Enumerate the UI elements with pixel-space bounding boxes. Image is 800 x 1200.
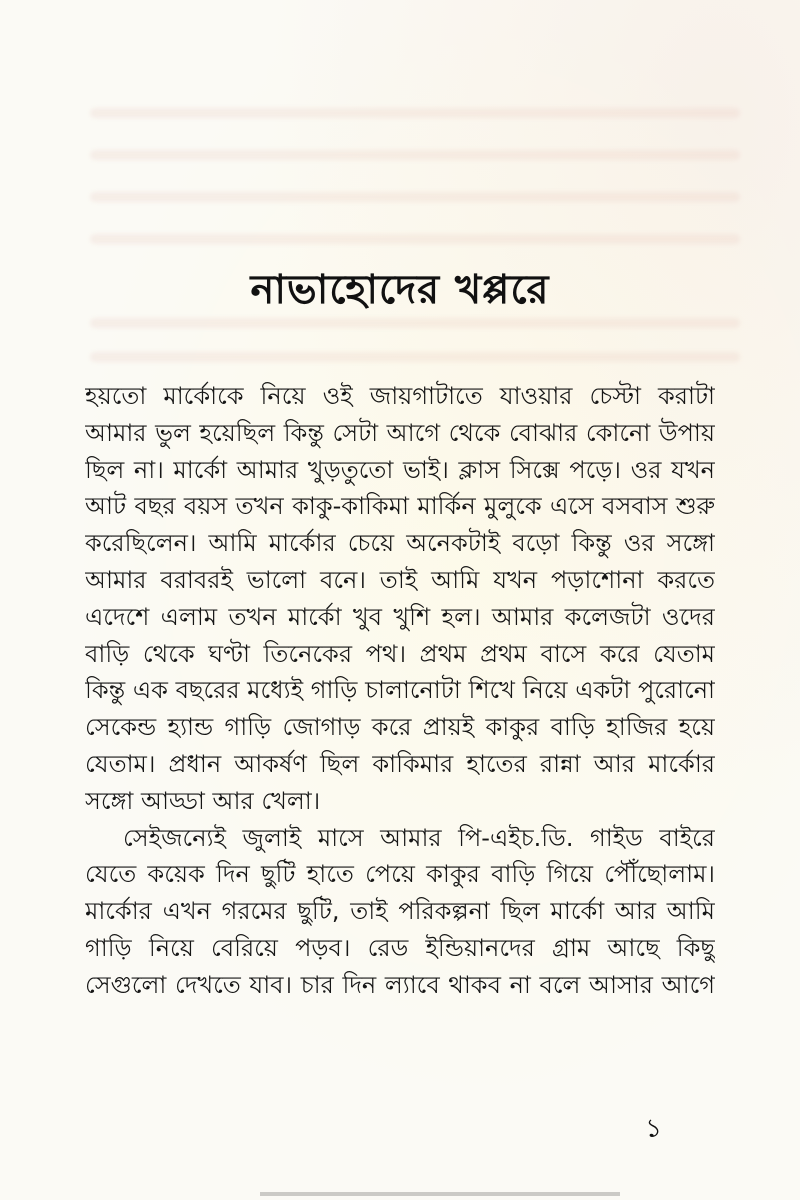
text-line: হয়তো মার্কোকে নিয়ে ওই জায়গাটাতে যাওয়ার চেস্টা করাটা	[85, 382, 715, 410]
show-through-line	[90, 352, 740, 362]
text-line: যেতে কয়েক দিন ছুটি হাতে পেয়ে কাকুর বাড়ি গিয়ে পৌঁছোলাম।	[85, 860, 715, 889]
text-line: কিন্তু এক বছরের মধ্যেই গাড়ি চালানোটা শিখে নিয়ে একটা পুরোনো	[85, 676, 715, 705]
show-through-line	[90, 108, 740, 118]
text-line: এদেশে এলাম তখন মার্কো খুব খুশি হল। আমার কলেজটা ওদের	[85, 602, 715, 631]
text-line: ছিল না। মার্কো আমার খুড়তুতো ভাই। ক্লাস সিক্সে পড়ে। ওর যখন	[85, 455, 715, 484]
text-line: মার্কোর এখন গরমের ছুটি, তাই পরিকল্পনা ছিল মার্কো আর আমি	[85, 897, 715, 926]
text-line: আমার বরাবরই ভালো বনে। তাই আমি যখন পড়াশোনা করতে	[85, 565, 715, 594]
scan-edge-mark	[260, 1192, 620, 1196]
text-line: যেতাম। প্রধান আকর্ষণ ছিল কাকিমার হাতের রান্না আর মার্কোর	[85, 749, 715, 778]
text-line: গাড়ি নিয়ে বেরিয়ে পড়ব। রেড ইন্ডিয়ানদের গ্রাম আছে কিছু	[85, 933, 715, 962]
show-through-line	[90, 150, 740, 160]
show-through-line	[90, 234, 740, 244]
text-line: সেকেন্ড হ্যান্ড গাড়ি জোগাড় করে প্রায়ই কাকুর বাড়ি হাজির হয়ে	[85, 713, 715, 742]
text-line: সেগুলো দেখতে যাব। চার দিন ল্যাবে থাকব না বলে আসার আগে	[85, 970, 715, 999]
text-line: আমার ভুল হয়েছিল কিন্তু সেটা আগে থেকে বোঝার কোনো উপায়	[85, 418, 715, 447]
show-through-line	[90, 192, 740, 202]
paragraph-start-line: সেইজন্যেই জুলাই মাসে আমার পি-এইচ.ডি. গাইড বাইরে	[123, 823, 715, 852]
chapter-title: নাভাহোদের খপ্পরে	[250, 267, 550, 313]
body-text	[85, 378, 715, 1004]
text-line: আট বছর বয়স তখন কাকু-কাকিমা মার্কিন মুলুকে এসে বসবাস শুরু	[85, 492, 715, 521]
paragraph-end-line: সঙ্গো আড্ডা আর খেলা।	[85, 786, 321, 815]
text-line: বাড়ি থেকে ঘণ্টা তিনেকের পথ। প্রথম প্রথম বাসে করে যেতাম	[85, 639, 715, 668]
page-number: ১	[645, 1114, 662, 1144]
text-line: করেছিলেন। আমি মার্কোর চেয়ে অনেকটাই বড়ো কিন্তু ওর সঙ্গো	[85, 529, 715, 558]
